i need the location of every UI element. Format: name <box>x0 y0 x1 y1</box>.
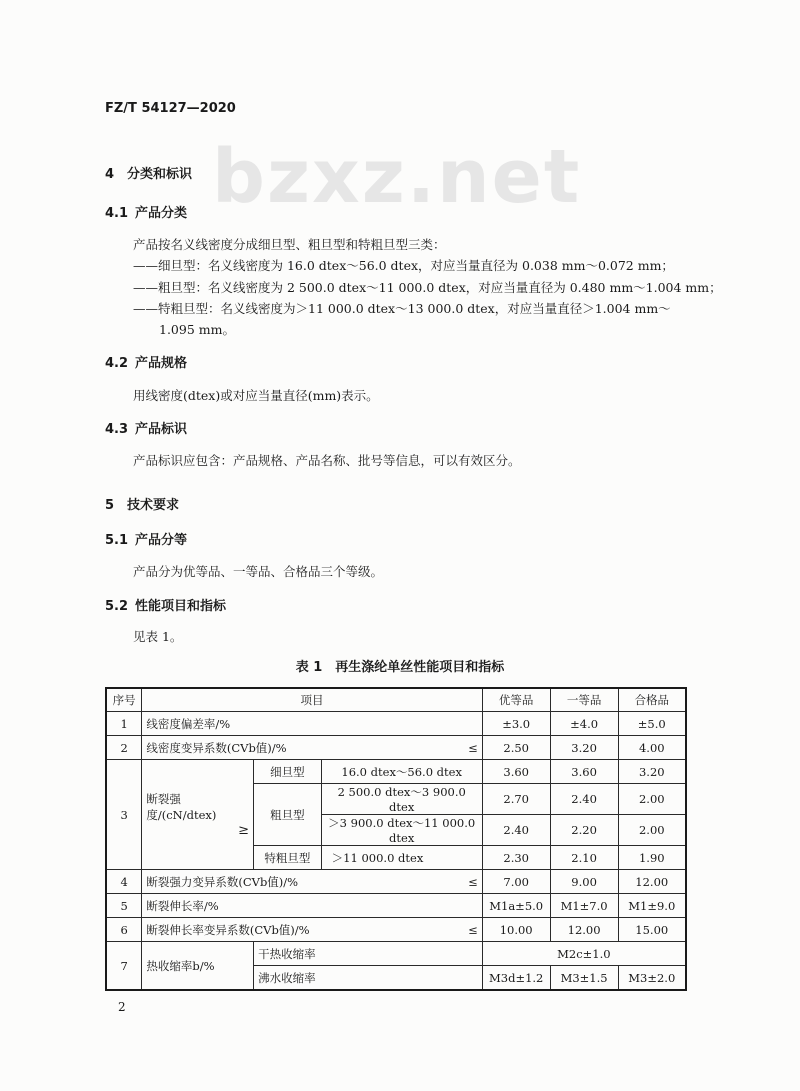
paragraph: 产品分为优等品、一等品、合格品三个等级。 <box>133 564 384 579</box>
value-cell: 2.50 <box>482 736 550 760</box>
paragraph: 产品标识应包含：产品规格、产品名称、批号等信息，可以有效区分。 <box>133 453 521 468</box>
le-symbol: ≤ <box>321 918 482 942</box>
value-cell: 3.60 <box>550 760 618 784</box>
subitem-cell: 沸水收缩率 <box>254 966 483 991</box>
item-cell: 线密度偏差率/% <box>142 712 482 736</box>
item-cell: 热收缩率b/% <box>142 942 254 991</box>
value-cell: M1±9.0 <box>618 894 686 918</box>
value-cell: ±5.0 <box>618 712 686 736</box>
section-4-1-heading <box>105 202 187 221</box>
value-cell: 2.40 <box>482 815 550 846</box>
paragraph: 用线密度(dtex)或对应当量直径(mm)表示。 <box>133 388 379 403</box>
value-cell: 3.20 <box>618 760 686 784</box>
value-cell: M1±7.0 <box>550 894 618 918</box>
table-row <box>106 712 686 736</box>
value-cell: 7.00 <box>482 870 550 894</box>
table-row <box>106 760 686 784</box>
watermark: bzxz.net <box>212 134 582 220</box>
value-cell: 2.40 <box>550 784 618 815</box>
section-title: 性能项目和指标 <box>135 599 227 614</box>
range-cell: 2 500.0 dtex～3 900.0 dtex <box>321 784 482 815</box>
spec-table <box>105 687 687 991</box>
section-title: 产品分类 <box>135 206 188 221</box>
list-item: ——特粗旦型：名义线密度为＞11 000.0 dtex～13 000.0 dtex，对应当量直径＞1.004 mm～ <box>133 301 671 316</box>
item-cell: 线密度变异系数(CVb值)/% <box>142 736 321 760</box>
section-title: 分类和标识 <box>127 167 193 182</box>
header-qualified: 合格品 <box>618 688 686 712</box>
table-row <box>106 870 686 894</box>
value-cell: 3.60 <box>482 760 550 784</box>
table-row <box>106 942 686 966</box>
value-cell: 2.10 <box>550 846 618 870</box>
value-cell: 3.20 <box>550 736 618 760</box>
value-cell: 2.00 <box>618 784 686 815</box>
seq-cell: 5 <box>106 894 142 918</box>
list-item-continuation: 1.095 mm。 <box>159 322 235 337</box>
section-4-2-heading <box>105 352 187 371</box>
list-item: ——粗旦型：名义线密度为 2 500.0 dtex～11 000.0 dtex，对应当量直径为 0.480 mm～1.004 mm； <box>133 280 722 295</box>
subitem-cell: 干热收缩率 <box>254 942 483 966</box>
seq-cell: 3 <box>106 760 142 870</box>
header-item: 项目 <box>142 688 482 712</box>
item-cell: 断裂伸长率/% <box>142 894 482 918</box>
le-symbol: ≤ <box>321 870 482 894</box>
paragraph: 产品按名义线密度分成细旦型、粗旦型和特粗旦型三类： <box>133 237 446 252</box>
value-cell: M1a±5.0 <box>482 894 550 918</box>
section-5-2-heading <box>105 595 226 614</box>
range-cell: ＞11 000.0 dtex <box>321 846 482 870</box>
list-item: ——细旦型：名义线密度为 16.0 dtex～56.0 dtex，对应当量直径为 0.038 mm～0.072 mm； <box>133 258 674 273</box>
section-number: 4.3 <box>105 422 129 437</box>
value-cell: 2.30 <box>482 846 550 870</box>
table-caption: 表 1 再生涤纶单丝性能项目和指标 <box>295 660 505 675</box>
value-cell: M3±2.0 <box>618 966 686 991</box>
seq-cell: 6 <box>106 918 142 942</box>
range-cell: ＞3 900.0 dtex～11 000.0 dtex <box>321 815 482 846</box>
section-number: 5 <box>105 498 115 513</box>
seq-cell: 1 <box>106 712 142 736</box>
table-row <box>106 736 686 760</box>
section-title: 技术要求 <box>127 498 180 513</box>
value-cell: ±4.0 <box>550 712 618 736</box>
item-cell: 断裂伸长率变异系数(CVb值)/% <box>142 918 321 942</box>
header-first: 一等品 <box>550 688 618 712</box>
section-title: 产品规格 <box>135 356 188 371</box>
item-label: 断裂强度/(cN/dtex) <box>146 792 217 822</box>
value-cell: 2.70 <box>482 784 550 815</box>
le-symbol: ≤ <box>321 736 482 760</box>
ge-symbol: ≥ <box>238 823 250 838</box>
header-superior: 优等品 <box>482 688 550 712</box>
value-cell: 4.00 <box>618 736 686 760</box>
value-cell: 12.00 <box>618 870 686 894</box>
item-cell: 断裂强力变异系数(CVb值)/% <box>142 870 321 894</box>
value-cell: 9.00 <box>550 870 618 894</box>
standard-number: FZ/T 54127—2020 <box>105 101 236 116</box>
section-number: 4 <box>105 167 115 182</box>
seq-cell: 2 <box>106 736 142 760</box>
page-number: 2 <box>118 1000 126 1014</box>
section-5-1-heading <box>105 529 187 548</box>
table-row <box>106 894 686 918</box>
type-cell: 特粗旦型 <box>254 846 322 870</box>
value-cell: M3d±1.2 <box>482 966 550 991</box>
section-title: 产品标识 <box>135 422 188 437</box>
section-number: 5.2 <box>105 599 129 614</box>
value-cell: 2.20 <box>550 815 618 846</box>
section-4-3-heading <box>105 418 187 437</box>
seq-cell: 7 <box>106 942 142 991</box>
type-cell: 粗旦型 <box>254 784 322 846</box>
item-cell <box>142 760 254 870</box>
table-row <box>106 918 686 942</box>
value-cell: 12.00 <box>550 918 618 942</box>
value-cell: 2.00 <box>618 815 686 846</box>
paragraph: 见表 1。 <box>133 629 183 644</box>
value-cell: 1.90 <box>618 846 686 870</box>
section-number: 5.1 <box>105 533 129 548</box>
type-cell: 细旦型 <box>254 760 322 784</box>
section-title: 产品分等 <box>135 533 188 548</box>
value-cell: ±3.0 <box>482 712 550 736</box>
value-cell: M2c±1.0 <box>482 942 686 966</box>
section-number: 4.2 <box>105 356 129 371</box>
seq-cell: 4 <box>106 870 142 894</box>
value-cell: 15.00 <box>618 918 686 942</box>
header-seq: 序号 <box>106 688 142 712</box>
range-cell: 16.0 dtex～56.0 dtex <box>321 760 482 784</box>
value-cell: 10.00 <box>482 918 550 942</box>
section-number: 4.1 <box>105 206 129 221</box>
table-header-row <box>106 688 686 712</box>
section-4-heading <box>105 163 192 182</box>
section-5-heading <box>105 494 179 513</box>
value-cell: M3±1.5 <box>550 966 618 991</box>
